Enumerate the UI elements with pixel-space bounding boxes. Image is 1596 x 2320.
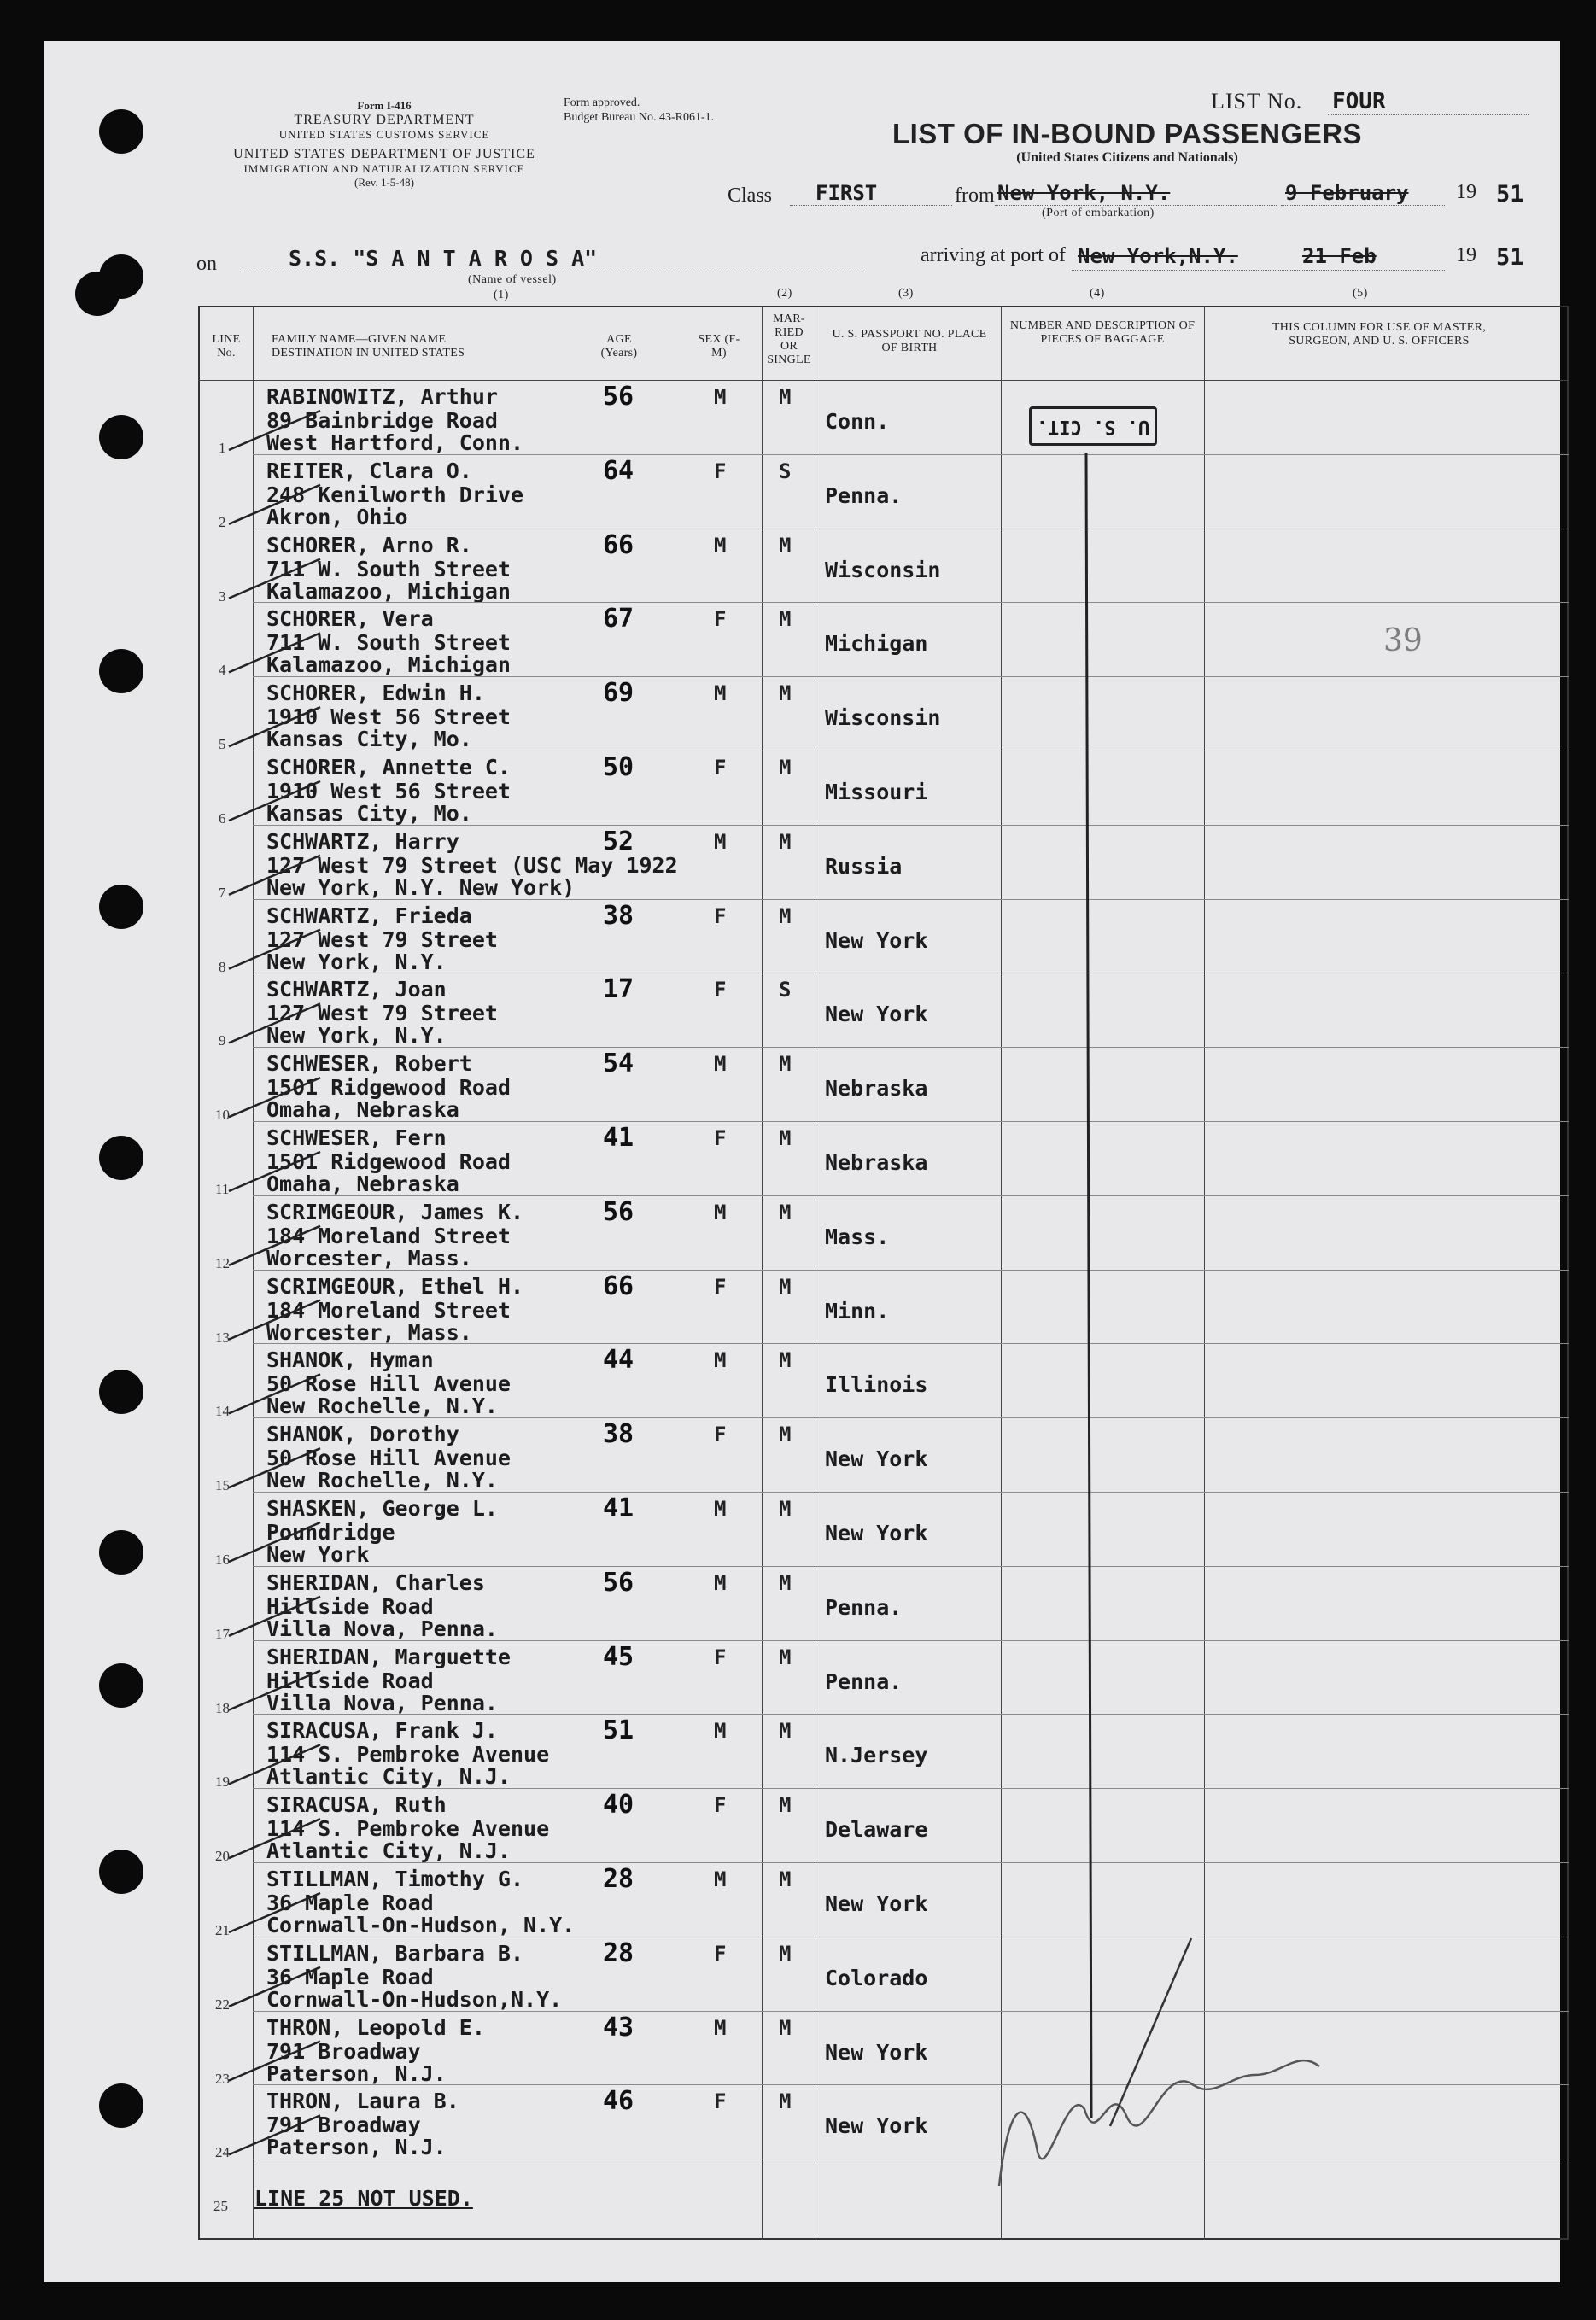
passenger-address-line1: 50 Rose Hill Avenue: [266, 1446, 511, 1471]
justice-department: UNITED STATES DEPARTMENT OF JUSTICE: [233, 147, 535, 161]
on-label: on: [196, 253, 217, 275]
customs-service: UNITED STATES CUSTOMS SERVICE: [278, 128, 490, 141]
col-num: (1): [494, 289, 509, 301]
passenger-marital-status: M: [779, 533, 792, 558]
passenger-sex: M: [714, 385, 727, 409]
passenger-address-line1: 711 W. South Street: [266, 556, 511, 581]
passenger-sex: F: [714, 2089, 727, 2114]
passenger-address-line2: Cornwall-On-Hudson,N.Y.: [266, 1986, 563, 2012]
passenger-address-line2: New York, N.Y.: [266, 949, 447, 974]
arrival-date: 21 Feb: [1302, 244, 1377, 268]
passenger-sex: M: [714, 1052, 727, 1077]
passenger-marital-status: M: [779, 1348, 792, 1373]
passenger-marital-status: M: [779, 1941, 792, 1966]
line-number: 22: [215, 1996, 230, 2013]
passenger-age: 17: [603, 974, 634, 1005]
passenger-name: STILLMAN, Timothy G.: [266, 1867, 524, 1891]
passenger-sex: F: [714, 1423, 727, 1447]
passenger-age: 66: [603, 529, 634, 560]
passenger-name: SCRIMGEOUR, James K.: [266, 1199, 524, 1224]
treasury-department: TREASURY DEPARTMENT: [294, 113, 475, 127]
from-label: from: [955, 184, 995, 207]
col-header-name-text: FAMILY NAME—GIVEN NAME: [272, 333, 447, 346]
line-number: 17: [215, 1625, 230, 1642]
line-number: 1: [219, 440, 226, 456]
line-number: 10: [215, 1107, 230, 1124]
budget-bureau-text: Budget Bureau No. 43-R061-1.: [564, 111, 715, 124]
passenger-name: SCHWARTZ, Joan: [266, 977, 447, 1002]
passenger-birthplace: Conn.: [825, 409, 890, 434]
passenger-sex: M: [714, 829, 727, 854]
passenger-sex: M: [714, 533, 727, 558]
passenger-marital-status: M: [779, 1200, 792, 1224]
passenger-address-line2: Paterson, N.J.: [266, 2060, 447, 2086]
passenger-name: REITER, Clara O.: [266, 458, 472, 483]
vessel-caption: (Name of vessel): [468, 273, 557, 286]
passenger-address-line2: Akron, Ohio: [266, 504, 408, 529]
passenger-name: SHERIDAN, Marguette: [266, 1644, 511, 1669]
passenger-name: SCHWESER, Robert: [266, 1051, 472, 1077]
passenger-birthplace: Penna.: [825, 1668, 903, 1694]
passenger-sex: M: [714, 1867, 727, 1891]
passenger-marital-status: M: [779, 1126, 792, 1150]
passenger-marital-status: M: [779, 1497, 792, 1521]
passenger-age: 38: [603, 900, 634, 931]
passenger-name: SCHWARTZ, Harry: [266, 828, 459, 854]
passenger-birthplace: New York: [825, 1446, 928, 1472]
passenger-marital-status: M: [779, 2015, 792, 2040]
passenger-age: 69: [603, 678, 634, 709]
passenger-marital-status: M: [779, 1274, 792, 1299]
passenger-name: SCHWARTZ, Frieda: [266, 903, 472, 928]
passenger-birthplace: Penna.: [825, 482, 903, 508]
passenger-address-line2: Worcester, Mass.: [266, 1245, 472, 1271]
passenger-address-line2: Cornwall-On-Hudson, N.Y.: [266, 1913, 576, 1937]
col-num: (3): [898, 287, 914, 300]
passenger-address-line2: Omaha, Nebraska: [266, 1097, 459, 1123]
us-citizen-stamp: U. S. CIT.: [1029, 406, 1157, 446]
passenger-marital-status: M: [779, 903, 792, 928]
passenger-age: 44: [603, 1345, 634, 1376]
passenger-age: 56: [603, 1567, 634, 1598]
passenger-sex: M: [714, 681, 727, 706]
passenger-sex: M: [714, 2015, 727, 2040]
passenger-sex: F: [714, 459, 727, 483]
passenger-sex: M: [714, 1200, 727, 1224]
passenger-address-line1: 127 West 79 Street (USC May 1922: [266, 852, 678, 878]
passenger-age: 40: [603, 1790, 634, 1820]
passenger-address-line2: New York: [266, 1542, 370, 1567]
arrival-port: New York,N.Y.: [1078, 244, 1238, 268]
passenger-birthplace: Russia: [825, 853, 903, 879]
baggage-ditto-line: [1086, 453, 1091, 2118]
col-header-dest-text: DESTINATION IN UNITED STATES: [272, 347, 465, 359]
line-number: 2: [219, 513, 226, 530]
col-header-married: MAR- RIED OR SINGLE: [767, 313, 811, 366]
list-no-value: FOUR: [1332, 89, 1386, 114]
line-number: 5: [219, 736, 226, 753]
passenger-age: 64: [603, 455, 634, 486]
passenger-address-line2: Atlantic City, N.J.: [266, 1764, 511, 1790]
passenger-address-line1: 711 W. South Street: [266, 630, 511, 656]
passenger-marital-status: S: [779, 978, 792, 1002]
passenger-age: 51: [603, 1715, 634, 1746]
line-number: 12: [215, 1254, 230, 1271]
passenger-name: RABINOWITZ, Arthur: [266, 384, 498, 409]
passenger-address-line2: Kalamazoo, Michigan: [266, 578, 511, 604]
passenger-sex: M: [714, 1719, 727, 1744]
passenger-birthplace: New York: [825, 1521, 928, 1546]
passenger-address-line1: 791 Broadway: [266, 2038, 421, 2064]
passenger-birthplace: Wisconsin: [825, 705, 941, 731]
passenger-marital-status: M: [779, 681, 792, 706]
class-label: Class: [728, 184, 773, 207]
line-number: 9: [219, 1032, 226, 1049]
passenger-address-line1: 1910 West 56 Street: [266, 779, 511, 804]
passenger-birthplace: Nebraska: [825, 1150, 928, 1175]
passenger-name: SHERIDAN, Charles: [266, 1569, 485, 1595]
passenger-marital-status: M: [779, 1645, 792, 1669]
passenger-age: 56: [603, 382, 634, 412]
passenger-name: SCRIMGEOUR, Ethel H.: [266, 1273, 524, 1299]
passenger-marital-status: M: [779, 1052, 792, 1077]
passenger-address-line2: Worcester, Mass.: [266, 1319, 472, 1345]
line-number: 13: [215, 1329, 230, 1346]
passenger-age: 56: [603, 1196, 634, 1227]
passenger-birthplace: Michigan: [825, 631, 928, 657]
line-number: 14: [215, 1403, 230, 1420]
passenger-marital-status: M: [779, 1423, 792, 1447]
passenger-marital-status: M: [779, 829, 792, 854]
passenger-sex: F: [714, 756, 727, 780]
passenger-address-line2: Kansas City, Mo.: [266, 727, 472, 752]
passenger-birthplace: Missouri: [825, 780, 928, 804]
passenger-marital-status: M: [779, 1719, 792, 1744]
passenger-address-line2: Kalamazoo, Michigan: [266, 652, 511, 678]
col-num: (5): [1353, 287, 1368, 300]
passenger-sex: M: [714, 1570, 727, 1595]
passenger-name: SHANOK, Dorothy: [266, 1422, 459, 1447]
col-header-age: AGE (Years): [600, 333, 638, 359]
line-number: 21: [215, 1922, 230, 1938]
passenger-address-line1: 36 Maple Road: [266, 1964, 434, 1990]
passenger-address-line1: 248 Kenilworth Drive: [266, 482, 524, 507]
passenger-birthplace: Nebraska: [825, 1076, 928, 1102]
passenger-age: 45: [603, 1641, 634, 1672]
passenger-marital-status: M: [779, 607, 792, 632]
passenger-birthplace: Penna.: [825, 1594, 903, 1620]
passenger-address-line1: 184 Moreland Street: [266, 1223, 511, 1248]
passenger-address-line1: 1910 West 56 Street: [266, 704, 511, 730]
passenger-name: SIRACUSA, Frank J.: [266, 1718, 498, 1744]
line-number: 15: [215, 1477, 230, 1494]
form-number: Form I-416: [357, 99, 412, 112]
passenger-age: 50: [603, 752, 634, 782]
passenger-address-line2: New York, N.Y.: [266, 1023, 447, 1049]
passenger-birthplace: New York: [825, 2039, 928, 2065]
line-number: 23: [215, 2070, 230, 2087]
passenger-address-line2: New York, N.Y. New York): [266, 874, 576, 900]
passenger-name: SCHORER, Annette C.: [266, 755, 511, 780]
passenger-name: SHANOK, Hyman: [266, 1347, 434, 1373]
passenger-birthplace: N.Jersey: [825, 1743, 928, 1768]
passenger-address-line1: 184 Moreland Street: [266, 1297, 511, 1323]
passenger-address-line2: New Rochelle, N.Y.: [266, 1394, 498, 1419]
passenger-name: THRON, Leopold E.: [266, 2014, 485, 2040]
passenger-name: SCHWESER, Fern: [266, 1125, 447, 1150]
line-number: 20: [215, 1848, 230, 1865]
line-25-note: LINE 25 NOT USED.: [254, 2186, 473, 2212]
passenger-birthplace: New York: [825, 927, 928, 953]
passenger-address-line2: Kansas City, Mo.: [266, 801, 472, 826]
arrival-year-prefix: 19: [1456, 244, 1476, 266]
passenger-address-line1: 1501 Ridgewood Road: [266, 1149, 511, 1174]
passenger-age: 41: [603, 1493, 634, 1523]
passenger-address-line2: Villa Nova, Penna.: [266, 1616, 498, 1641]
line-number: 4: [219, 662, 226, 679]
pencil-annotation: 39: [1383, 623, 1423, 658]
passenger-name: SCHORER, Arno R.: [266, 532, 472, 558]
passenger-address-line1: Hillside Road: [266, 1593, 434, 1619]
passenger-marital-status: M: [779, 1570, 792, 1595]
col-num: (4): [1090, 287, 1105, 300]
signature-scribble: [999, 2060, 1319, 2186]
passenger-sex: M: [714, 1497, 727, 1521]
line-number: 11: [215, 1181, 230, 1197]
passenger-name: STILLMAN, Barbara B.: [266, 1940, 524, 1966]
passenger-age: 67: [603, 604, 634, 634]
line-number: 25: [213, 2198, 228, 2215]
line-number: 8: [219, 958, 226, 975]
embark-date: 9 February: [1285, 181, 1409, 205]
passenger-marital-status: M: [779, 756, 792, 780]
line-number: 24: [215, 2144, 230, 2161]
passenger-sex: F: [714, 607, 727, 632]
immigration-service: IMMIGRATION AND NATURALIZATION SERVICE: [243, 162, 525, 175]
passenger-sex: F: [714, 1793, 727, 1818]
passenger-marital-status: S: [779, 459, 792, 483]
passenger-birthplace: Colorado: [825, 1965, 928, 1990]
passenger-marital-status: M: [779, 1867, 792, 1891]
passenger-marital-status: M: [779, 2089, 792, 2114]
passenger-sex: F: [714, 1941, 727, 1966]
passenger-address-line1: Hillside Road: [266, 1668, 434, 1693]
passenger-address-line1: 114 S. Pembroke Avenue: [266, 1816, 550, 1842]
passenger-sex: F: [714, 903, 727, 928]
subtitle-text: (United States Citizens and Nationals): [1016, 150, 1238, 165]
vessel-name: S.S. "S A N T A R O S A": [289, 246, 598, 271]
passenger-age: 46: [603, 2086, 634, 2117]
passenger-birthplace: Delaware: [825, 1817, 928, 1843]
list-no-label: LIST No.: [1211, 89, 1303, 114]
line-number: 3: [219, 587, 226, 605]
passenger-sex: F: [714, 1126, 727, 1150]
passenger-address-line1: 89 Bainbridge Road: [266, 408, 498, 433]
passenger-birthplace: Illinois: [825, 1372, 928, 1398]
passenger-address-line1: 127 West 79 Street: [266, 1001, 498, 1026]
passenger-birthplace: New York: [825, 1891, 928, 1916]
passenger-age: 28: [603, 1864, 634, 1894]
passenger-name: SCHORER, Edwin H.: [266, 681, 485, 706]
passenger-age: 28: [603, 1937, 634, 1968]
arriving-label: arriving at port of: [921, 244, 1066, 266]
passenger-name: THRON, Laura B.: [266, 2089, 459, 2114]
passenger-address-line2: Atlantic City, N.J.: [266, 1838, 511, 1864]
passenger-name: SCHORER, Vera: [266, 606, 434, 632]
class-value: FIRST: [816, 181, 878, 205]
embark-year-prefix: 19: [1456, 181, 1476, 203]
passenger-age: 66: [603, 1271, 634, 1301]
from-port: New York, N.Y.: [997, 181, 1171, 205]
passenger-address-line1: 36 Maple Road: [266, 1890, 434, 1915]
line-number: 7: [219, 884, 226, 901]
passenger-birthplace: Minn.: [825, 1298, 890, 1324]
passenger-address-line1: 50 Rose Hill Avenue: [266, 1371, 511, 1397]
approved-text: Form approved.: [564, 96, 640, 109]
col-header-officers: THIS COLUMN FOR USE OF MASTER, SURGEON, AND U. S. OFFICERS: [1272, 321, 1487, 348]
passenger-birthplace: Wisconsin: [825, 557, 941, 582]
line-number: 16: [215, 1552, 230, 1568]
embark-caption: (Port of embarkation): [1042, 207, 1155, 219]
passenger-sex: F: [714, 1274, 727, 1299]
line-number: 19: [215, 1774, 230, 1791]
embark-year: 51: [1496, 181, 1524, 207]
title-text: LIST OF IN-BOUND PASSENGERS: [892, 118, 1363, 149]
passenger-sex: F: [714, 978, 727, 1002]
col-header-baggage: NUMBER AND DESCRIPTION OF PIECES OF BAGGAGE: [1009, 319, 1196, 346]
passenger-address-line1: 127 West 79 Street: [266, 926, 498, 952]
passenger-address-line2: Villa Nova, Penna.: [266, 1690, 498, 1715]
passenger-marital-status: M: [779, 385, 792, 409]
passenger-sex: F: [714, 1645, 727, 1669]
passenger-birthplace: Mass.: [825, 1224, 890, 1249]
passenger-age: 52: [603, 826, 634, 856]
passenger-age: 41: [603, 1123, 634, 1153]
passenger-birthplace: New York: [825, 2113, 928, 2139]
passenger-address-line2: New Rochelle, N.Y.: [266, 1468, 498, 1493]
line-number: 18: [215, 1699, 230, 1716]
signature-stroke: [1110, 1938, 1191, 2126]
passenger-age: 38: [603, 1419, 634, 1450]
passenger-address-line2: Paterson, N.J.: [266, 2135, 447, 2160]
col-num: (2): [777, 287, 792, 300]
passenger-address-line2: Omaha, Nebraska: [266, 1172, 459, 1196]
form-revision: (Rev. 1-5-48): [354, 176, 414, 189]
passenger-address-line1: 1501 Ridgewood Road: [266, 1075, 511, 1101]
arrival-year: 51: [1496, 244, 1524, 271]
passenger-sex: M: [714, 1348, 727, 1373]
line-number: 6: [219, 810, 226, 827]
passenger-age: 43: [603, 2012, 634, 2042]
passenger-address-line1: 791 Broadway: [266, 2113, 421, 2138]
passenger-address-line1: 114 S. Pembroke Avenue: [266, 1742, 550, 1768]
passenger-marital-status: M: [779, 1793, 792, 1818]
col-header-line-no: LINE No.: [212, 333, 241, 359]
passenger-address-line2: West Hartford, Conn.: [266, 430, 524, 455]
passenger-address-line1: Poundridge: [266, 1520, 395, 1545]
passenger-birthplace: New York: [825, 1002, 928, 1027]
passenger-name: SIRACUSA, Ruth: [266, 1792, 447, 1818]
passenger-age: 54: [603, 1049, 634, 1079]
passenger-name: SHASKEN, George L.: [266, 1496, 498, 1521]
col-header-passport: U. S. PASSPORT NO. PLACE OF BIRTH: [832, 328, 987, 354]
col-header-sex: SEX (F-M): [698, 333, 740, 359]
